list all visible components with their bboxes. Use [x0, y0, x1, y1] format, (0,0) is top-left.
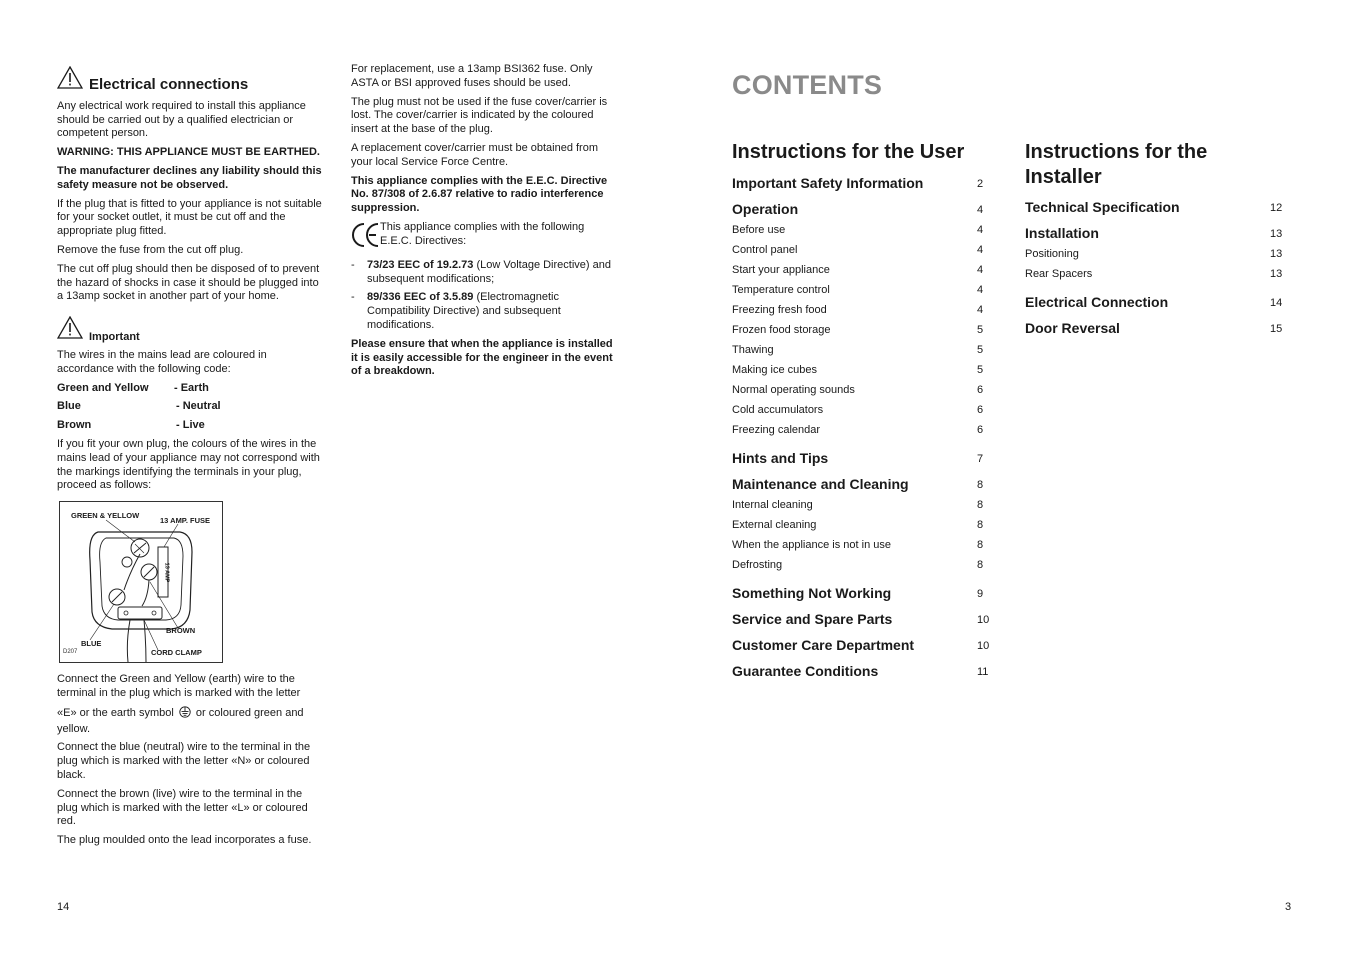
toc-entry-label: Normal operating sounds [732, 384, 855, 396]
directive-number: 73/23 EEC of 19.2.73 [367, 258, 474, 271]
directive-number: 89/336 EEC of 3.5.89 [367, 291, 474, 304]
label-blue: BLUE [81, 639, 102, 649]
paragraph: Remove the fuse from the cut off plug. [57, 243, 244, 256]
section-title: Electrical connections [89, 75, 249, 93]
toc-entry-page: 4 [977, 204, 984, 216]
toc-entry-label: Operation [732, 201, 799, 217]
toc-entry-label: Before use [732, 224, 786, 236]
warning-triangle-icon [57, 66, 83, 94]
earth-text-b: or coloured green and yellow. [57, 706, 304, 735]
paragraph: If the plug that is fitted to your appliance is not suitable for your socket outlet, it must be cut off and the appropriate plug fitted. [57, 197, 322, 238]
ce-compliance [351, 221, 619, 254]
plug-illustration [60, 502, 222, 662]
user-instructions-heading: Instructions for the User [732, 141, 965, 163]
ce-mark-icon [351, 221, 380, 254]
list-dash: - [351, 291, 355, 304]
toc-entry-label: Start your appliance [732, 264, 830, 276]
warning-text: WARNING: THIS APPLIANCE MUST BE EARTHED. [57, 146, 320, 159]
wire-meaning: - Neutral [176, 400, 221, 413]
paragraph: The wires in the mains lead are coloured in accordance with the following code: [57, 348, 267, 375]
toc-entry-page: 13 [1270, 248, 1283, 260]
wire-colour-code-list [57, 382, 325, 433]
accessibility-note: Please ensure that when the appliance is installed it is easily accessible for the engineer in the event of a breakdown. [351, 337, 613, 378]
diagram-code: D207 [63, 649, 78, 656]
toc-entry-page: 6 [977, 384, 984, 396]
toc-entry-page: 10 [977, 614, 990, 626]
label-brown: BROWN [166, 626, 196, 636]
toc-entry-page: 14 [1270, 297, 1283, 309]
toc-entry-label: Frozen food storage [732, 324, 831, 336]
directive-item [351, 291, 619, 332]
toc-entry-label: Internal cleaning [732, 499, 813, 511]
toc-entry-label: Electrical Connection [1025, 294, 1169, 310]
directive-list [351, 259, 619, 333]
toc-entry-page: 4 [977, 244, 984, 256]
paragraph: For replacement, use a 13amp BSI362 fuse. Only ASTA or BSI approved fuses should be used. [351, 63, 593, 89]
important-heading [57, 316, 325, 344]
toc-entry-page: 8 [977, 539, 984, 551]
toc-entry-label: Service and Spare Parts [732, 611, 893, 627]
toc-entry-label: Positioning [1025, 248, 1079, 260]
toc-entry-label: Freezing fresh food [732, 304, 827, 316]
toc-entry-page: 7 [977, 453, 984, 465]
toc-entry-label: Defrosting [732, 559, 783, 571]
directive-text [367, 259, 619, 287]
toc-entry-page: 6 [977, 424, 984, 436]
paragraph: The cut off plug should then be disposed of to prevent the hazard of shocks in case it should be plugged into a 13amp socket in another part of your home. [57, 262, 320, 303]
toc-entry-page: 5 [977, 344, 984, 356]
wire-meaning: - Earth [174, 381, 209, 394]
label-fuse-body: 13 AMP [163, 562, 170, 583]
toc-entry-page: 2 [977, 178, 984, 190]
toc-entry-page: 11 [977, 666, 989, 678]
installer-instructions-heading [1025, 140, 1207, 190]
paragraph: A replacement cover/carrier must be obtained from your local Service Force Centre. [351, 141, 599, 168]
toc-entry-page: 10 [977, 640, 990, 652]
wire-colour: Blue [57, 400, 81, 413]
toc-entry-page: 4 [977, 284, 984, 296]
earth-text-a: «E» or the earth symbol [57, 706, 174, 719]
directive-description: (Electromagnetic Compatibility Directive) and subsequent modifications. [367, 291, 561, 331]
toc-entry-page: 5 [977, 324, 984, 336]
toc-entry-label: Door Reversal [1025, 320, 1120, 336]
liability-text: The manufacturer declines any liability should this safety measure not be observed. [57, 164, 322, 191]
wire-code-row [57, 382, 325, 396]
paragraph: The plug must not be used if the fuse cover/carrier is lost. The cover/carrier is indicated by the coloured insert at the base of the plug. [351, 95, 608, 136]
toc-entry-page: 8 [977, 559, 984, 571]
toc-entry-page: 12 [1270, 202, 1283, 214]
page-number-left: 14 [57, 901, 70, 913]
contents-title: CONTENTS [732, 70, 883, 100]
label-13-amp-fuse: 13 AMP. FUSE [160, 516, 211, 526]
toc-entry-label: When the appliance is not in use [732, 539, 891, 551]
toc-entry-label: External cleaning [732, 519, 817, 531]
toc-entry-label: Installation [1025, 225, 1099, 241]
wire-colour: Brown [57, 419, 92, 432]
paragraph: Connect the brown (live) wire to the terminal in the plug which is marked with the letter «L» or coloured red. [57, 787, 308, 828]
toc-entry-label: Important Safety Information [732, 175, 924, 191]
paragraph: If you fit your own plug, the colours of the wires in the mains lead of your appliance may not correspond with the markings identifying the terminals in your plug, proceed as follows: [57, 437, 320, 492]
toc-entry-label: Guarantee Conditions [732, 663, 879, 679]
toc-entry-page: 9 [977, 588, 984, 600]
wire-colour: Green and Yellow [57, 381, 149, 394]
toc-entry-page: 4 [977, 224, 984, 236]
toc-entry-label: Temperature control [732, 284, 830, 296]
toc-entry-label: Making ice cubes [732, 364, 817, 376]
wire-meaning: - Live [176, 419, 205, 432]
toc-entry-page: 8 [977, 499, 984, 511]
directive-description: (Low Voltage Directive) and subsequent modifications; [367, 258, 611, 285]
toc-entry-page: 13 [1270, 268, 1283, 280]
paragraph: Connect the Green and Yellow (earth) wire to the terminal in the plug which is marked with the letter [57, 673, 301, 699]
paragraph: Any electrical work required to install this appliance should be carried out by a qualified electrician or competent person. [57, 99, 306, 140]
toc-entry-label: Technical Specification [1025, 199, 1180, 215]
toc-entry-label: Thawing [732, 344, 774, 356]
left-column-1 [57, 66, 325, 853]
toc-entry-label: Maintenance and Cleaning [732, 476, 909, 492]
toc-entry-label: Rear Spacers [1025, 268, 1093, 280]
directive-text [367, 291, 619, 332]
electrical-connections-heading [57, 66, 325, 94]
list-dash: - [351, 258, 355, 271]
label-cord-clamp: CORD CLAMP [151, 648, 202, 658]
toc-entry-page: 4 [977, 264, 984, 276]
toc-entry-label: Cold accumulators [732, 404, 824, 416]
toc-entry-label: Something Not Working [732, 585, 892, 601]
toc-entry-label: Customer Care Department [732, 637, 915, 653]
wire-code-row [57, 419, 325, 433]
directive-item [351, 259, 619, 287]
wire-code-row [57, 400, 325, 414]
paragraph: Connect the blue (neutral) wire to the terminal in the plug which is marked with the letter «N» or coloured black. [57, 741, 311, 781]
toc-entry-page: 15 [1270, 323, 1283, 335]
toc-entry-label: Hints and Tips [732, 450, 829, 466]
installer-heading-line1: Instructions for the [1025, 141, 1208, 163]
eec-directive-text: This appliance complies with the E.E.C. Directive No. 87/308 of 2.6.87 relative to radio interference suppression. [351, 174, 608, 215]
page-number-right: 3 [1285, 901, 1292, 913]
warning-triangle-icon [57, 316, 83, 344]
left-column-2 [351, 63, 619, 384]
installer-heading-line2: Installer [1025, 166, 1102, 188]
toc-entry-page: 13 [1270, 228, 1283, 240]
toc-entry-page: 4 [977, 304, 984, 316]
toc-entry-page: 5 [977, 364, 984, 376]
toc-entry-page: 8 [977, 519, 984, 531]
label-green-yellow: GREEN & YELLOW [71, 511, 140, 521]
important-title: Important [89, 330, 140, 343]
toc-entry-page: 6 [977, 404, 984, 416]
paragraph-earth-symbol [57, 706, 325, 737]
plug-wiring-diagram [59, 501, 223, 663]
earth-symbol-icon [179, 706, 191, 723]
toc-entry-label: Freezing calendar [732, 424, 821, 436]
ce-text: This appliance complies with the following E.E.C. Directives: [380, 220, 585, 247]
toc-entry-page: 8 [977, 479, 984, 491]
toc-entry-label: Control panel [732, 244, 798, 256]
paragraph: The plug moulded onto the lead incorporates a fuse. [57, 834, 312, 847]
